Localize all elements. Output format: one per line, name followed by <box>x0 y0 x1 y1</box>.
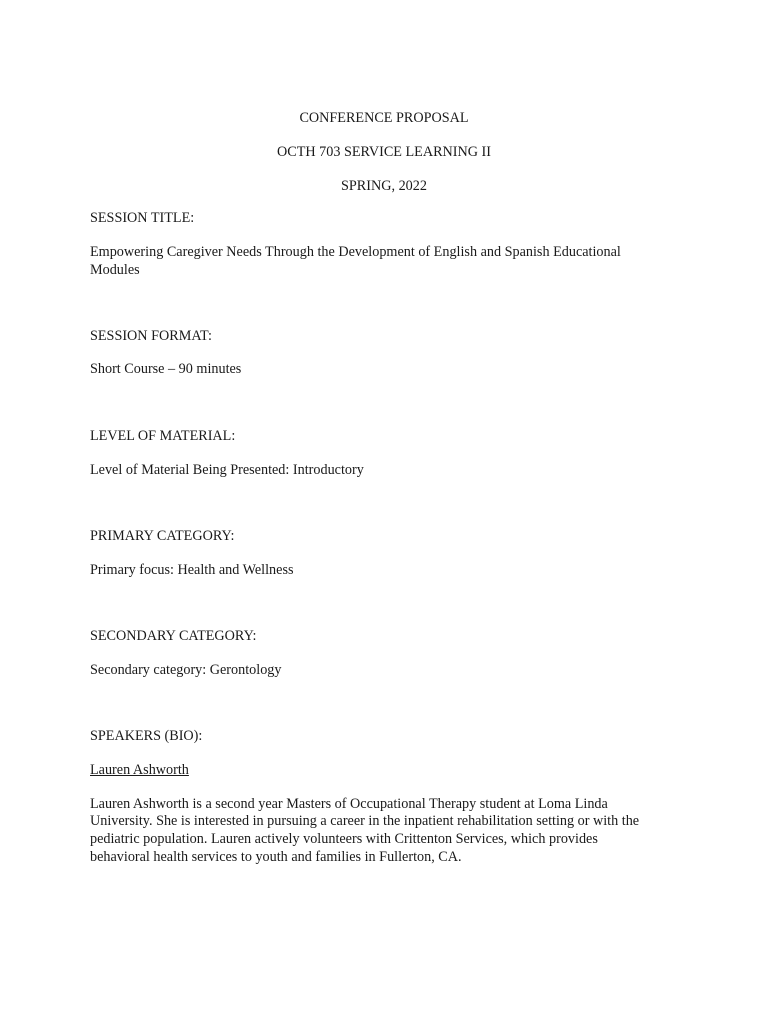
course-name: OCTH 703 SERVICE LEARNING II <box>276 144 492 160</box>
speaker-name: Lauren Ashworth <box>90 762 189 778</box>
speaker-bio-line-3: pediatric population. Lauren actively volunteers with Crittenton Services, which provides <box>90 831 598 847</box>
session-title-line-1: Empowering Caregiver Needs Through the Development of English and Spanish Educational <box>90 244 621 260</box>
document-title: CONFERENCE PROPOSAL <box>299 110 469 126</box>
session-format-heading: SESSION FORMAT: <box>90 328 212 344</box>
term: SPRING, 2022 <box>341 178 427 194</box>
speaker-bio-line-2: University. She is interested in pursuing a career in the inpatient rehabilitation setting or with the <box>90 813 640 829</box>
speaker-bio-line-1: Lauren Ashworth is a second year Masters of Occupational Therapy student at Loma Linda <box>90 796 608 812</box>
secondary-category-heading: SECONDARY CATEGORY: <box>90 628 257 644</box>
level-of-material-value: Level of Material Being Presented: Introductory <box>90 462 364 478</box>
secondary-category-value: Secondary category: Gerontology <box>90 662 282 678</box>
session-title-heading: SESSION TITLE: <box>90 210 195 226</box>
primary-category-value: Primary focus: Health and Wellness <box>90 562 294 578</box>
session-format-value: Short Course – 90 minutes <box>90 361 242 377</box>
session-title-line-2: Modules <box>90 262 140 278</box>
speaker-bio-line-4: behavioral health services to youth and families in Fullerton, CA. <box>90 849 462 865</box>
primary-category-heading: PRIMARY CATEGORY: <box>90 528 235 544</box>
speakers-heading: SPEAKERS (BIO): <box>90 728 203 744</box>
level-of-material-heading: LEVEL OF MATERIAL: <box>90 428 236 444</box>
